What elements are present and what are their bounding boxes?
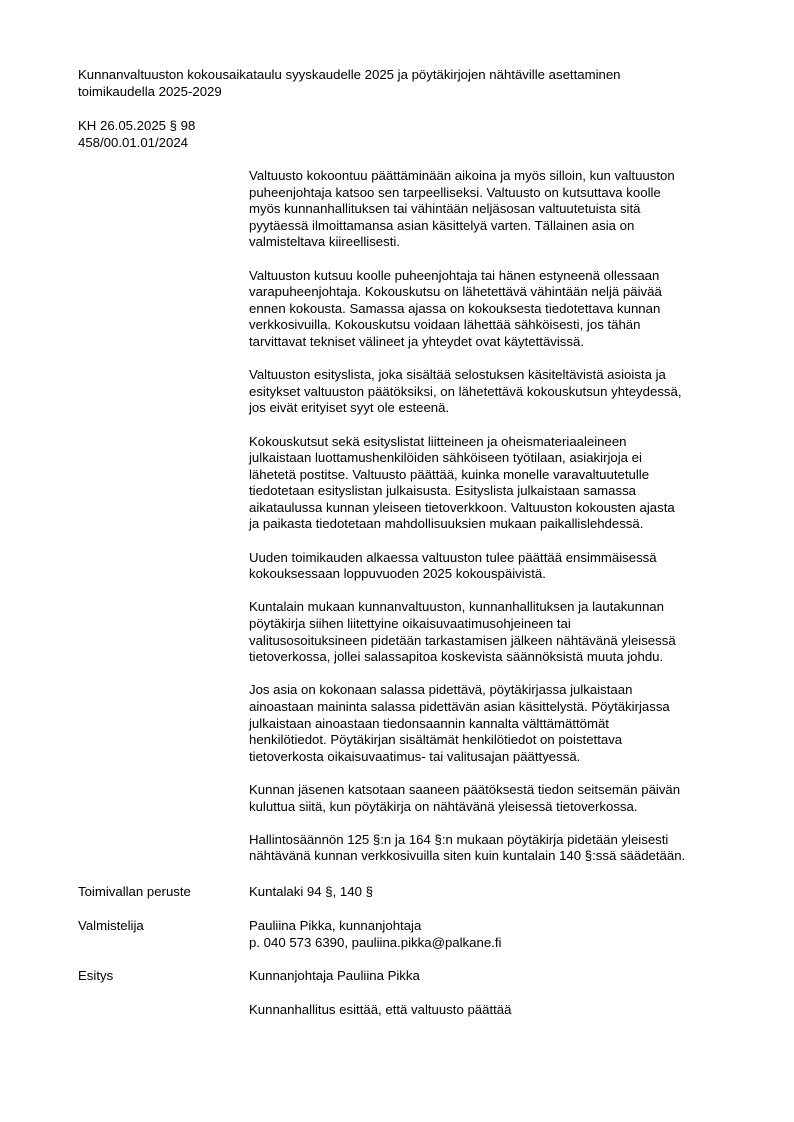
body-paragraph xyxy=(249,434,749,534)
proposal-label: Esitys xyxy=(78,968,114,983)
body-paragraph xyxy=(249,367,749,417)
proposal-value: Kunnanjohtaja Pauliina Pikka xyxy=(249,968,420,983)
document-title xyxy=(78,67,758,100)
paragraph-line: esitykset valtuuston päätöksiksi, on lähetettävä kokouskutsun yhteydessä, xyxy=(249,383,682,399)
paragraph-line: valitusosoituksineen pidetään tarkastamisen jälkeen nähtävänä yleisessä xyxy=(249,632,676,648)
paragraph-line: valmisteltava kiireellisesti. xyxy=(249,234,400,250)
paragraph-line: Jos asia on kokonaan salassa pidettävä, pöytäkirjassa julkaistaan xyxy=(249,682,633,698)
body-paragraph xyxy=(249,682,749,765)
paragraph-line: lähetetä postitse. Valtuusto päättää, kuinka monelle varavaltuutetulle xyxy=(249,466,650,482)
paragraph-line: tietoverkosta oikaisuvaatimus- tai valitusajan päättyessä. xyxy=(249,748,581,764)
paragraph-line: Hallintosäännön 125 §:n ja 164 §:n mukaan pöytäkirja pidetään yleisesti xyxy=(249,831,669,847)
meeting-reference: KH 26.05.2025 § 98 xyxy=(78,118,196,133)
title-line-2: toimikaudella 2025-2029 xyxy=(78,83,222,99)
paragraph-line: jos eivät erityiset syyt ole esteenä. xyxy=(249,400,450,416)
body-text xyxy=(249,168,749,882)
preparer-name: Pauliina Pikka, kunnanjohtaja xyxy=(249,918,422,933)
body-paragraph xyxy=(249,599,749,665)
paragraph-line: aikataulussa kunnan yleiseen tietoverkkoon. Valtuuston kokousten ajasta xyxy=(249,499,675,515)
paragraph-line: varapuheenjohtaja. Kokouskutsu on lähetettävä vähintään neljä päivää xyxy=(249,284,662,300)
preparer-label: Valmistelija xyxy=(78,918,144,933)
paragraph-line: ennen kokousta. Samassa ajassa on kokouksesta tiedotettava kunnan xyxy=(249,300,661,316)
paragraph-line: Valtuuston kutsuu koolle puheenjohtaja tai hänen estyneenä ollessaan xyxy=(249,267,660,283)
paragraph-line: nähtävänä kunnan verkkosivuilla siten kuin kuntalain 140 §:ssä säädetään. xyxy=(249,848,686,864)
body-paragraph xyxy=(249,168,749,251)
record-number: 458/00.01.01/2024 xyxy=(78,134,189,150)
body-paragraph xyxy=(249,832,749,865)
paragraph-line: pyytäessä ilmoittamansa asian käsittelyä varten. Tällainen asia on xyxy=(249,217,635,233)
paragraph-line: myös kunnanhallituksen tai vähintään neljäsosan valtuutetuista sitä xyxy=(249,201,641,217)
paragraph-line: tarvittavat tekniset välineet ja yhteydet ovat käytettävissä. xyxy=(249,333,584,349)
paragraph-line: ja paikasta tiedotetaan mahdollisuuksien mukaan paikallislehdessä. xyxy=(249,516,644,532)
authority-value: Kuntalaki 94 §, 140 § xyxy=(249,884,373,899)
paragraph-line: Kunnan jäsenen katsotaan saaneen päätöksestä tiedon seitsemän päivän xyxy=(249,781,681,797)
title-line-1: Kunnanvaltuuston kokousaikataulu syyskaudelle 2025 ja pöytäkirjojen nähtäville asettaminen xyxy=(78,67,621,82)
paragraph-line: puheenjohtaja katsoo sen tarpeelliseksi. Valtuusto on kutsuttava koolle xyxy=(249,184,661,200)
paragraph-line: julkaistaan ainoastaan tiedonsaannin kannalta välttämättömät xyxy=(249,715,609,731)
paragraph-line: Kuntalain mukaan kunnanvaltuuston, kunnanhallituksen ja lautakunnan xyxy=(249,599,664,615)
paragraph-line: ainoastaan maininta salassa pidettävän asian käsittelystä. Pöytäkirjassa xyxy=(249,699,670,714)
reference-block xyxy=(78,118,195,151)
paragraph-line: julkaistaan luottamushenkilöiden sähköiseen työtilaan, asiakirjoja ei xyxy=(249,450,642,466)
authority-label: Toimivallan peruste xyxy=(78,884,191,899)
paragraph-line: Kokouskutsut sekä esityslistat liitteineen ja oheismateriaaleineen xyxy=(249,433,627,449)
preparer-value xyxy=(249,918,501,951)
body-paragraph xyxy=(249,550,749,583)
paragraph-line: henkilötiedot. Pöytäkirjan sisältämät henkilötiedot on poistettava xyxy=(249,732,623,748)
paragraph-line: Valtuusto kokoontuu päättäminään aikoina ja myös silloin, kun valtuuston xyxy=(249,168,675,183)
paragraph-line: Uuden toimikauden alkaessa valtuuston tulee päättää ensimmäisessä xyxy=(249,549,657,565)
preparer-contact: p. 040 573 6390, pauliina.pikka@palkane.fi xyxy=(249,934,502,950)
paragraph-line: verkkosivuilla. Kokouskutsu voidaan lähettää sähköisesti, jos tähän xyxy=(249,317,641,333)
paragraph-line: kokouksessaan loppuvuoden 2025 kokouspäivistä. xyxy=(249,566,546,582)
closing-statement: Kunnanhallitus esittää, että valtuusto päättää xyxy=(249,1002,512,1017)
paragraph-line: tiedotetaan esityslistan julkaisusta. Esityslista julkaistaan samassa xyxy=(249,483,637,499)
paragraph-line: kuluttua siitä, kun pöytäkirja on nähtävänä yleisessä tietoverkossa. xyxy=(249,798,638,814)
body-paragraph xyxy=(249,782,749,815)
paragraph-line: tietoverkossa, jollei salassapitoa koskevista säännöksistä muuta johdu. xyxy=(249,649,664,665)
body-paragraph xyxy=(249,268,749,351)
paragraph-line: pöytäkirja siihen liitettyine oikaisuvaatimusohjeineen tai xyxy=(249,616,571,632)
paragraph-line: Valtuuston esityslista, joka sisältää selostuksen käsiteltävistä asioista ja xyxy=(249,367,666,383)
